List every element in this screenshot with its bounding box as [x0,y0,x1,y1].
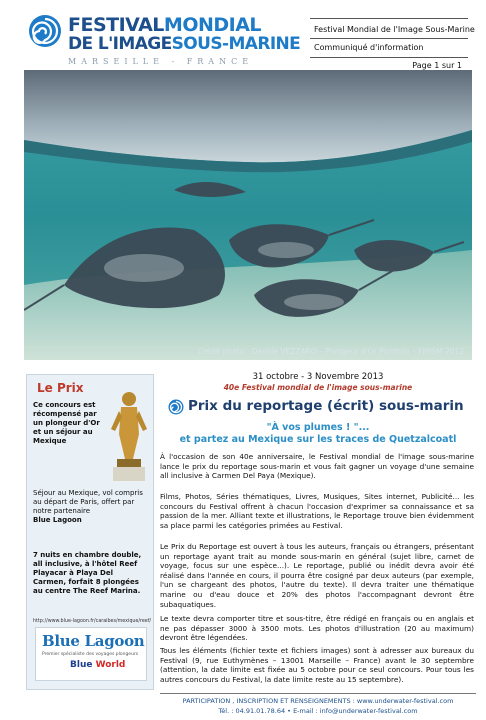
document-title: Festival Mondial de l'Image Sous-Marine [314,25,475,34]
paragraph-categories: Films, Photos, Séries thématiques, Livres, Musiques, Sites internet, Publicité... les concours du Festival offrent à chacun l'occasion d'exprimer sa connaissance et sa passion de la mer. Alliant texte et illustrations, le Reportage trouve bien évidemment sa place parmi les catégories primées au Festival. [160,492,474,530]
blue-lagoon-logo [35,627,147,681]
page-number: Page 1 sur 1 [412,61,462,70]
prize-sidebar [26,374,154,690]
page-footer [160,693,476,715]
spiral-logo-icon [28,14,62,48]
article-subhook: et partez au Mexique sur les traces de Quetzalcoatl [179,434,457,445]
golden-diver-trophy-icon [107,389,151,489]
document-type: Communiqué d'information [314,43,424,52]
sidebar-title: Le Prix [37,381,84,395]
blue-lagoon-logo-tagline: Premier spécialiste des voyages plongeurs [42,652,139,657]
festival-logo [28,12,301,72]
document-header-box [310,18,475,70]
photo-credit: Crédit photo : Davide VEZZARO – Plongeur d'Or Portfolio – FMISM 2012 [197,347,464,356]
partner-name: Blue Lagoon [33,516,82,524]
paragraph-eligibility: Le Prix du Reportage est ouvert à tous les auteurs, français ou étrangers, présentant un reportage ayant trait au monde sous-marin en général (sujet libre, carnet de voyage, focus sur une espèce...). Le reportage, publié ou inédit devra avoir été réalisé dans l'année en cours, il pourra être cosigné par deux auteurs (par exemple, l'un se chargeant des photos, l'autre du texte). Il devra traiter une thématique marine ou d'eau douce et 20% des photos l'accompagnant devront être subaquatiques. [160,542,474,609]
blue-world-logo: Blue World [70,660,126,670]
prize-reward-text: Ce concours est récompensé par un plongeur d'Or et un séjour au Mexique [33,401,100,445]
article-hook: "À vos plumes ! "... [266,422,370,433]
logo-line1: FESTIVALMONDIAL [68,14,262,36]
paragraph-submission: Tous les éléments (fichier texte et fichiers images) sont à adresser aux bureaux du Festival (9, rue Euthymènes – 13001 Marseille – France) avant le 30 septembre (attention, la date limite est fixée au 5 octobre pour ce seul concours. Pour tous les autres concours du Festival, la date limite reste au 15 septembre). [160,646,474,684]
article-title-text: Prix du reportage (écrit) sous-marin [188,398,464,414]
stay-details: 7 nuits en chambre double, all inclusive, à l'hôtel Reef Playacar à Playa Del Carmen, forfait 8 plongées au centre The Reef Marina. [33,551,142,595]
footer-participation: PARTICIPATION , INSCRIPTION ET RENSEIGNEMENTS : www.underwater-festival.com [182,697,454,705]
paragraph-intro: À l'occasion de son 40e anniversaire, le Festival mondial de l'image sous-marine lance le prix du reportage sous-marin et vous fait gagner un voyage d'une semaine all inclusive à Carmen Del Paya (Mexique). [160,452,474,481]
partner-link[interactable]: http://www.blue-lagoon.fr/caraibes/mexique/reef/ [33,619,152,624]
stingray-photo [24,70,472,360]
stay-description: Séjour au Mexique, vol compris au départ de Paris, offert par notre partenaire Blue Lagoon [33,489,143,524]
logo-location: MARSEILLE - FRANCE [68,57,254,66]
underwater-scene-image [24,70,472,360]
festival-edition: 40e Festival mondial de l'image sous-marine [223,383,413,392]
logo-line2: DE L'IMAGESOUS-MARINE [68,34,301,54]
footer-contact: Tél. : 04.91.01.78.64 • E-mail : info@underwater-festival.com [218,707,418,715]
paragraph-format: Le texte devra comporter titre et sous-titre, être rédigé en français ou en anglais et ne pas dépasser 3000 à 3500 mots. Les photos d'illustration (20 au maximum) devront être légendées. [160,614,474,643]
festival-dates: 31 octobre - 3 Novembre 2013 [252,372,384,382]
blue-lagoon-logo-name: Blue Lagoon [42,632,145,650]
spiral-bullet-icon [168,399,184,415]
